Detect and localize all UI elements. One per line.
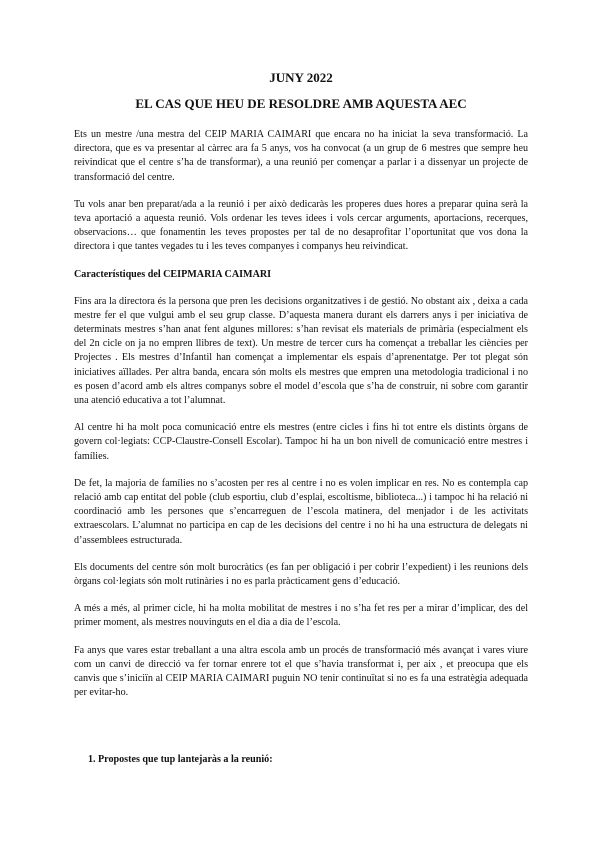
section-paragraph-6: Fa anys que vares estar treballant a una altra escola amb un procés de transformació més avançat i vares viure com un canvi de direcció va fer tornar enrere tot el que s’havia transformat i, per aix , et preocupa que els canvis que s’iniciïn al CEIP MARIA CAIMARI puguin NO tenir continuïtat si no es fa una estratègia adequada per evitar-ho.: [74, 644, 528, 699]
intro-paragraph-1: Ets un mestre /una mestra del CEIP MARIA CAIMARI que encara no ha iniciat la seva transformació. La directora, que es va presentar al càrrec ara fa 5 anys, vos ha convocat (a un grup de 6 mestres que sempre heu reivindicat que el centre s’ha de transformar), a una reunió per començar a parlar i a dissenyar un projecte de transformació del centre.: [74, 129, 528, 183]
section-paragraph-4: Els documents del centre són molt burocràtics (es fan per obligació i per cobrir l’expedient) i les reunions dels òrgans col·legiats són molt rutinàries i no es parla pràcticament gens d’educació.: [74, 561, 528, 588]
section-heading: Característiques del CEIPMARIA CAIMARI: [74, 268, 272, 280]
document-date: JUNY 2022: [269, 70, 333, 85]
list-item-label: Propostes que tup lantejaràs a la reunió:: [98, 753, 273, 765]
section-paragraph-2: Al centre hi ha molt poca comunicació entre els mestres (entre cicles i fins hi tot entre els distints òrgans de govern col·legiats: CCP-Claustre-Consell Escolar). Tampoc hi ha un bon nivell de comunicació entre mestres i famílies.: [74, 422, 528, 462]
section-paragraph-3: De fet, la majoria de famílies no s’acosten per res al centre i no es volen implicar en res. No es contempla cap relació amb cap entitat del poble (club esportiu, club d’esplai, escoltisme, biblioteca...) i tampoc hi ha relació ni coordinació amb les persones que s’encarreguen de l’escola matinera, del menjador i de les activitats extraescolars. L’alumnat no participa en cap de les decisions del centre i no hi ha una estructura de delegats ni d’assemblees estructurada.: [74, 477, 528, 546]
section-paragraph-1: Fins ara la directora és la persona que pren les decisions organitzatives i de gestió. No obstant aix , deixa a cada mestre fer el que vulgui amb el seu grup classe. D’aquesta manera durant els darrers anys i per iniciativa de determinats mestres s’han anat fent algunes millores: s’han revisat els materials de primària (especialment els del 2n cicle on ja no empren llibres de text). Un mestre de tercer curs ha començat a treballar les ciències per Projectes . Els mestres d’Infantil han començat a implementar els espais d’aprenentatge. Per tot plegat són iniciatives aïllades. Per altra banda, encara són molts els mestres que empren una metodologia tradicional i no es posen d’acord amb els altres companys sobre el model d’escola que s’ha de construir, ni sobre com garantir una atenció educativa a tot l’alumnat.: [74, 295, 528, 407]
list-item: [88, 753, 528, 767]
numbered-list: [74, 753, 528, 767]
section-paragraph-5: A més a més, al primer cicle, hi ha molta mobilitat de mestres i no s’ha fet res per a mirar d’implicar, des del primer moment, als mestres nouvinguts en el dia a dia de l’escola.: [74, 603, 528, 629]
list-item-number: 1.: [88, 753, 96, 765]
intro-paragraph-2: Tu vols anar ben preparat/ada a la reunió i per això dedicaràs les properes dues hores a preparar quina serà la teva aportació a aquesta reunió. Vols ordenar les teves idees i vols cercar arguments, aportacions, recerques, observacions… que fonamentin les teves propostes per tal de no desaprofitar l’oportunitat que vos dona la directora i que tantes vegades tu i les teves companyes i companys heu reivindicat.: [74, 198, 528, 253]
document-title: EL CAS QUE HEU DE RESOLDRE AMB AQUESTA AEC: [135, 96, 467, 111]
